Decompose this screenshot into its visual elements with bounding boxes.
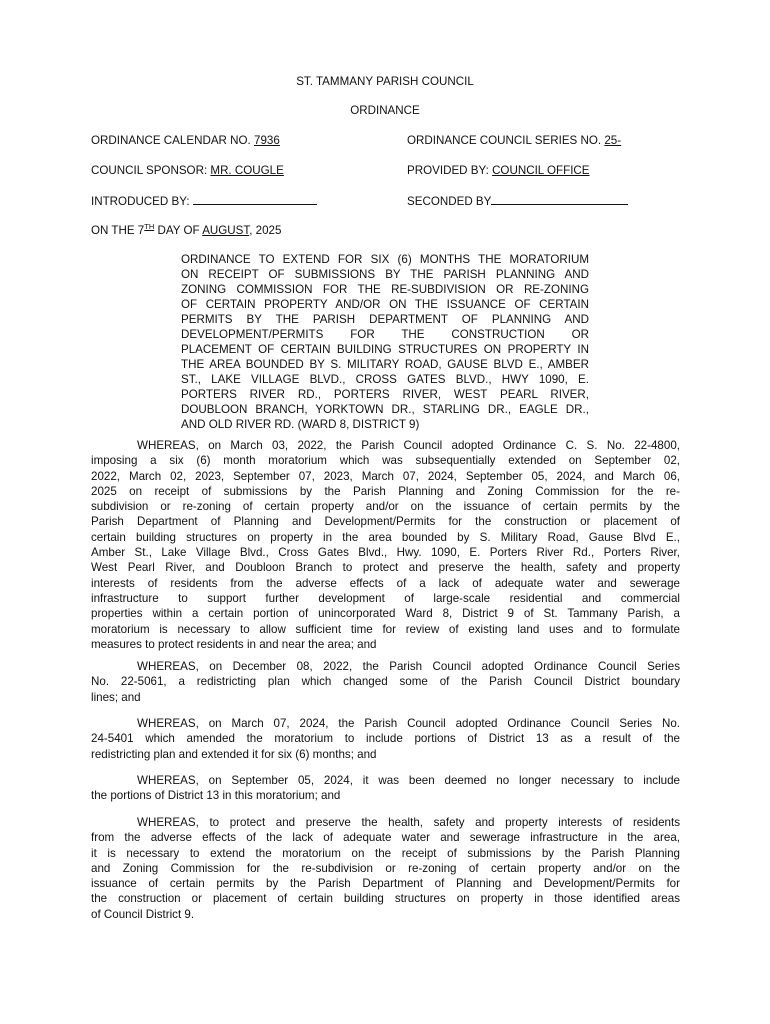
whereas-paragraph-1 bbox=[91, 438, 680, 652]
date-ordinal: TH bbox=[144, 222, 155, 231]
date-prefix: ON THE 7 bbox=[91, 224, 145, 237]
paragraph-line: West Pearl River, and Doubloon Branch to protect and preserve the health, safety and property bbox=[91, 561, 680, 575]
document-type: ORDINANCE bbox=[350, 104, 420, 117]
paragraph-line: properties within a certain portion of unincorporated Ward 8, District 9 of St. Tammany Parish, a bbox=[91, 607, 680, 621]
title-line: ORDINANCE TO EXTEND FOR SIX (6) MONTHS THE MORATORIUM bbox=[181, 253, 589, 266]
adoption-date bbox=[91, 223, 281, 238]
council-name: ST. TAMMANY PARISH COUNCIL bbox=[296, 75, 474, 88]
title-line: OF CERTAIN PROPERTY AND/OR ON THE ISSUANCE OF CERTAIN bbox=[181, 298, 589, 311]
whereas-paragraph-3 bbox=[91, 716, 680, 762]
paragraph-line: from the adverse effects of the lack of adequate water and sewerage infrastructure in the area, bbox=[91, 831, 680, 845]
paragraph-line: measures to protect residents in and near the area; and bbox=[91, 637, 377, 651]
paragraph-line: interests of residents from the adverse effects of a lack of adequate water and sewerage bbox=[91, 576, 680, 590]
calendar-label: ORDINANCE CALENDAR NO. bbox=[91, 134, 251, 147]
seconded-row bbox=[407, 193, 628, 209]
title-line: PERMITS BY THE PARISH DEPARTMENT OF PLANNING AND bbox=[181, 313, 589, 326]
paragraph-line: lines; and bbox=[91, 690, 141, 704]
paragraph-line: imposing a six (6) month moratorium which was subsequentially extended on September 02, bbox=[91, 454, 680, 468]
series-number: 25- bbox=[604, 134, 622, 147]
paragraph-line: subdivision or re-zoning of certain property and/or on the issuance of certain permits by the bbox=[91, 500, 680, 514]
paragraph-line: Parish Department of Planning and Development/Permits for the construction or placement of bbox=[91, 515, 680, 529]
series-number-row bbox=[407, 133, 661, 148]
paragraph-line: 24-5401 which amended the moratorium to include portions of District 13 as a result of the bbox=[91, 732, 680, 746]
introduced-blank bbox=[193, 193, 317, 205]
paragraph-line: redistricting plan and extended it for six (6) months; and bbox=[91, 747, 377, 761]
ordinance-title bbox=[181, 252, 589, 432]
title-line: AND OLD RIVER RD. (WARD 8, DISTRICT 9) bbox=[181, 418, 420, 431]
sponsor-name: MR. COUGLE bbox=[210, 164, 284, 177]
title-line: ZONING COMMISSION FOR THE RE-SUBDIVISION OR RE-ZONING bbox=[181, 283, 589, 296]
paragraph-line: WHEREAS, on March 03, 2022, the Parish Council adopted Ordinance C. S. No. 22-4800, bbox=[137, 439, 680, 452]
provided-by-value: COUNCIL OFFICE bbox=[492, 164, 590, 177]
title-line: DEVELOPMENT/PERMITS FOR THE CONSTRUCTION OR bbox=[181, 328, 589, 341]
title-line: THE AREA BOUNDED BY S. MILITARY ROAD, GAUSE BLVD E., AMBER bbox=[181, 358, 589, 371]
date-mid: DAY OF bbox=[157, 224, 200, 237]
paragraph-line: certain building structures on property in the area bounded by S. Military Road, Gause Blvd E., bbox=[91, 530, 680, 544]
paragraph-line: it is necessary to extend the moratorium on the receipt of submissions by the Parish Planning bbox=[91, 846, 680, 860]
paragraph-line: WHEREAS, on December 08, 2022, the Parish Council adopted Ordinance Council Series bbox=[137, 660, 680, 673]
paragraph-line: WHEREAS, on September 05, 2024, it was been deemed no longer necessary to include bbox=[137, 774, 680, 787]
paragraph-line: 2022, March 02, 2023, September 07, 2023, March 07, 2024, September 05, 2024, and March 06, bbox=[91, 469, 680, 483]
seconded-label: SECONDED BY bbox=[407, 195, 492, 208]
provided-by-row bbox=[407, 163, 590, 178]
series-label: ORDINANCE COUNCIL SERIES NO. bbox=[407, 134, 602, 147]
paragraph-line: the portions of District 13 in this moratorium; and bbox=[91, 789, 341, 803]
whereas-paragraph-2 bbox=[91, 659, 680, 705]
paragraph-line: WHEREAS, on March 07, 2024, the Parish Council adopted Ordinance Council Series No. bbox=[137, 717, 680, 730]
paragraph-line: issuance of certain permits by the Parish Department of Planning and Development/Permits for bbox=[91, 877, 680, 891]
paragraph-line: Amber St., Lake Village Blvd., Cross Gates Blvd., Hwy. 1090, E. Porters River Rd., Porters River, bbox=[91, 546, 680, 560]
sponsor-label: COUNCIL SPONSOR: bbox=[91, 164, 208, 177]
paragraph-line: WHEREAS, to protect and preserve the health, safety and property interests of residents bbox=[137, 816, 680, 829]
whereas-paragraph-4 bbox=[91, 773, 680, 804]
provided-label: PROVIDED BY: bbox=[407, 164, 489, 177]
introduced-row bbox=[91, 193, 317, 209]
whereas-paragraph-5 bbox=[91, 815, 680, 922]
paragraph-line: and Zoning Commission for the re-subdivision or re-zoning of certain property and/or on the bbox=[91, 861, 680, 875]
seconded-blank bbox=[491, 193, 628, 205]
title-line: PLACEMENT OF CERTAIN BUILDING STRUCTURES ON PROPERTY IN bbox=[181, 343, 589, 356]
title-line: DOUBLOON BRANCH, YORKTOWN DR., STARLING DR., EAGLE DR., bbox=[181, 403, 589, 416]
introduced-label: INTRODUCED BY: bbox=[91, 195, 190, 208]
calendar-number-row bbox=[91, 133, 280, 148]
title-line: ON RECEIPT OF SUBMISSIONS BY THE PARISH PLANNING AND bbox=[181, 268, 589, 281]
date-month: AUGUST bbox=[202, 224, 250, 237]
paragraph-line: 2025 on receipt of submissions by the Parish Planning and Zoning Commission for the re- bbox=[91, 484, 680, 498]
paragraph-line: infrastructure to support further development of large-scale residential and commercial bbox=[91, 591, 680, 605]
paragraph-line: the construction or placement of certain building structures on property in those identified areas bbox=[91, 892, 680, 906]
paragraph-line: No. 22-5061, a redistricting plan which changed some of the Parish Council District boundary bbox=[91, 675, 680, 689]
calendar-number: 7936 bbox=[254, 134, 280, 147]
title-line: ST., LAKE VILLAGE BLVD., CROSS GATES BLVD., HWY 1090, E. bbox=[181, 373, 589, 386]
sponsor-row bbox=[91, 163, 284, 178]
paragraph-line: moratorium is necessary to allow sufficient time for review of existing land uses and to formulate bbox=[91, 622, 680, 636]
paragraph-line: of Council District 9. bbox=[91, 907, 195, 921]
title-line: PORTERS RIVER RD., PORTERS RIVER, WEST PEARL RIVER, bbox=[181, 388, 589, 401]
date-year: , 2025 bbox=[249, 224, 282, 237]
